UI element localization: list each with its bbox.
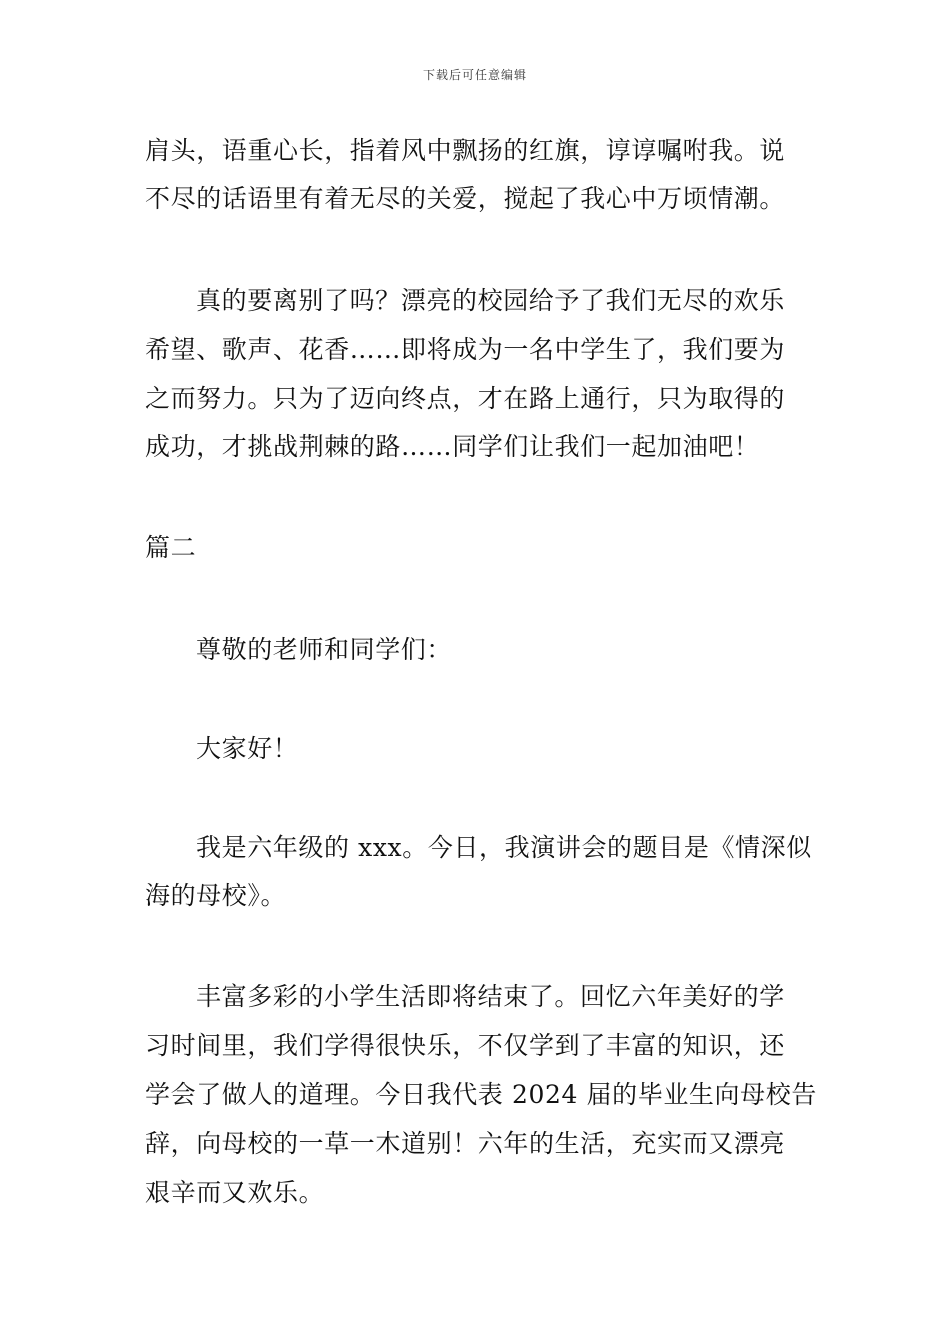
paragraph-line: 辞，向母校的一草一木道别！六年的生活，充实而又漂亮 — [145, 1129, 786, 1158]
greeting: 大家好！ — [196, 734, 299, 763]
paragraph-line: 习时间里，我们学得很快乐，不仅学到了丰富的知识，还 — [145, 1031, 786, 1060]
salutation: 尊敬的老师和同学们： — [196, 635, 453, 664]
paragraph-line: 之而努力。只为了迈向终点，才在路上通行，只为取得的 — [145, 384, 786, 413]
paragraph-line: 艰辛而又欢乐。 — [145, 1178, 325, 1207]
paragraph-line: 丰富多彩的小学生活即将结束了。回忆六年美好的学 — [196, 982, 785, 1011]
paragraph-line: 真的要离别了吗？漂亮的校园给予了我们无尽的欢乐 — [196, 286, 785, 315]
paragraph-line: 成功，才挑战荆棘的路……同学们让我们一起加油吧！ — [145, 432, 760, 461]
paragraph-line: 肩头，语重心长，指着风中飘扬的红旗，谆谆嘱咐我。说 — [145, 136, 786, 165]
paragraph-line: 不尽的话语里有着无尽的关爱，搅起了我心中万顷情潮。 — [145, 184, 786, 213]
paragraph-line: 希望、歌声、花香……即将成为一名中学生了，我们要为 — [145, 335, 786, 364]
paragraph-line: 我是六年级的 xxx。今日，我演讲会的题目是《情深似 — [196, 833, 812, 862]
paragraph-line: 学会了做人的道理。今日我代表 2024 届的毕业生向母校告 — [145, 1080, 817, 1109]
paragraph-line: 海的母校》。 — [145, 881, 287, 910]
section-title: 篇二 — [145, 533, 197, 562]
header-note: 下载后可任意编辑 — [422, 68, 527, 82]
